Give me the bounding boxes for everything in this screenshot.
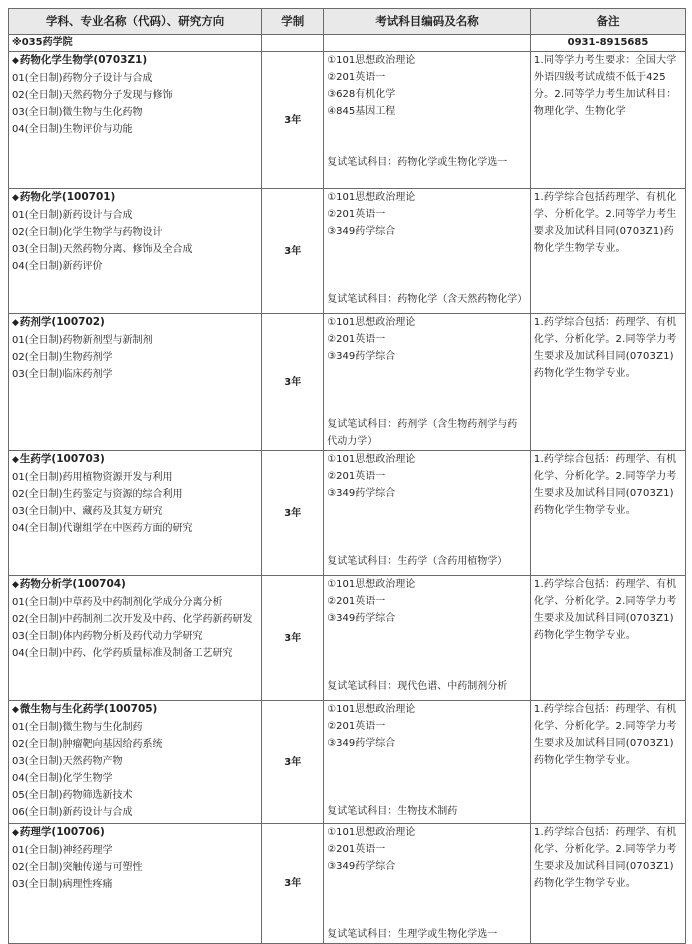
exam-cell xyxy=(324,576,531,701)
exam-subject: ③349药学综合 xyxy=(327,861,396,872)
exam-subject: ①101思想政治理论 xyxy=(327,55,416,66)
research-direction: 03(全日制)临床药剂学 xyxy=(12,369,113,380)
research-direction: 01(全日制)中草药及中药制剂化学成分分离分析 xyxy=(12,597,223,608)
research-direction: 02(全日制)突触传递与可塑性 xyxy=(12,862,143,873)
program-cell xyxy=(9,824,262,944)
duration-cell: 3年 xyxy=(262,701,324,824)
program-note: 1.药学综合包括：药理学、有机化学、分析化学。2.同等学力考生要求及加试科目同(0703Z1)药物化学生物学专业。 xyxy=(533,454,677,516)
research-direction: 02(全日制)生药鉴定与资源的综合利用 xyxy=(12,489,183,500)
program-title-text: 药剂学(100702) xyxy=(19,316,105,328)
retest-subject: 复试笔试科目：药物化学（含天然药物化学） xyxy=(327,294,528,305)
exam-subject: ②201英语一 xyxy=(327,72,386,83)
program-title xyxy=(12,52,258,70)
duration-cell: 3年 xyxy=(262,52,324,189)
research-direction: 02(全日制)中药制剂二次开发及中药、化学药新药研发 xyxy=(12,614,253,625)
exam-subject: ②201英语一 xyxy=(327,209,386,220)
diamond-icon: ◆ xyxy=(12,56,19,66)
program-title xyxy=(12,824,258,842)
note-cell xyxy=(530,189,685,314)
exam-spacer xyxy=(327,875,527,926)
school-empty-1 xyxy=(262,35,324,52)
diamond-icon: ◆ xyxy=(12,193,19,203)
note-cell xyxy=(530,576,685,701)
research-direction: 01(全日制)神经药理学 xyxy=(12,845,113,856)
exam-subject: ①101思想政治理论 xyxy=(327,579,416,590)
exam-subject: ①101思想政治理论 xyxy=(327,454,416,465)
exam-cell xyxy=(324,701,531,824)
research-direction: 01(全日制)新药设计与合成 xyxy=(12,210,133,221)
program-title xyxy=(12,314,258,332)
retest-subject: 复试笔试科目：生理学或生物化学选一 xyxy=(327,929,498,940)
exam-subject: ②201英语一 xyxy=(327,471,386,482)
exam-cell xyxy=(324,52,531,189)
retest-subject: 复试笔试科目：现代色谱、中药制剂分析 xyxy=(327,681,508,692)
program-note: 1.药学综合包括：药理学、有机化学、分析化学。2.同等学力考生要求及加试科目同(0703Z1)药物化学生物学专业。 xyxy=(533,579,677,641)
school-empty-2 xyxy=(324,35,531,52)
program-row xyxy=(9,52,686,189)
exam-cell xyxy=(324,824,531,944)
diamond-icon: ◆ xyxy=(12,318,19,328)
exam-cell xyxy=(324,451,531,576)
diamond-icon: ◆ xyxy=(12,580,19,590)
exam-subject: ④845基因工程 xyxy=(327,106,396,117)
header-major: 学科、专业名称（代码）、研究方向 xyxy=(9,9,262,35)
duration-cell: 3年 xyxy=(262,451,324,576)
exam-spacer xyxy=(327,627,527,678)
exam-subject: ③349药学综合 xyxy=(327,613,396,624)
research-direction: 01(全日制)微生物与生化制药 xyxy=(12,722,143,733)
program-title-text: 微生物与生化药学(100705) xyxy=(19,703,158,715)
retest-subject: 复试笔试科目：生物技术制药 xyxy=(327,806,458,817)
research-direction: 04(全日制)化学生物学 xyxy=(12,773,113,784)
research-direction: 02(全日制)天然药物分子发现与修饰 xyxy=(12,90,173,101)
exam-subject: ②201英语一 xyxy=(327,596,386,607)
exam-subject: ③349药学综合 xyxy=(327,488,396,499)
research-direction: 01(全日制)药物分子设计与合成 xyxy=(12,73,153,84)
program-title xyxy=(12,576,258,594)
exam-spacer xyxy=(327,365,527,416)
exam-spacer xyxy=(327,752,527,803)
exam-subject: ①101思想政治理论 xyxy=(327,704,416,715)
retest-subject: 复试笔试科目：生药学（含药用植物学） xyxy=(327,556,508,567)
retest-subject: 复试笔试科目：药剂学（含生物药剂学与药代动力学） xyxy=(327,419,518,447)
program-row xyxy=(9,451,686,576)
research-direction: 03(全日制)病理性疼痛 xyxy=(12,879,113,890)
program-title xyxy=(12,701,258,719)
research-direction: 02(全日制)化学生物学与药物设计 xyxy=(12,227,163,238)
exam-subject: ③349药学综合 xyxy=(327,738,396,749)
school-row xyxy=(9,35,686,52)
school-phone: 0931-8915685 xyxy=(530,35,685,52)
research-direction: 03(全日制)微生物与生化药物 xyxy=(12,107,143,118)
research-direction: 02(全日制)生物药剂学 xyxy=(12,352,113,363)
exam-spacer xyxy=(327,120,527,154)
exam-subject: ①101思想政治理论 xyxy=(327,827,416,838)
research-direction: 02(全日制)肿瘤靶向基因给药系统 xyxy=(12,739,163,750)
note-cell xyxy=(530,314,685,451)
exam-subject: ③628有机化学 xyxy=(327,89,396,100)
program-title-text: 药物化学生物学(0703Z1) xyxy=(19,54,148,66)
program-row xyxy=(9,314,686,451)
program-cell xyxy=(9,314,262,451)
note-cell xyxy=(530,52,685,189)
header-exams: 考试科目编码及名称 xyxy=(324,9,531,35)
program-title-text: 生药学(100703) xyxy=(19,453,105,465)
program-table xyxy=(8,8,686,944)
program-cell xyxy=(9,52,262,189)
note-cell xyxy=(530,824,685,944)
exam-spacer xyxy=(327,240,527,291)
research-direction: 04(全日制)代谢组学在中医药方面的研究 xyxy=(12,523,193,534)
program-cell xyxy=(9,189,262,314)
research-direction: 01(全日制)药物新剂型与新制剂 xyxy=(12,335,153,346)
research-direction: 03(全日制)天然药物分离、修饰及全合成 xyxy=(12,244,193,255)
program-row xyxy=(9,189,686,314)
research-direction: 03(全日制)天然药物产物 xyxy=(12,756,123,767)
program-title-text: 药理学(100706) xyxy=(19,826,105,838)
diamond-icon: ◆ xyxy=(12,455,19,465)
program-title xyxy=(12,189,258,207)
exam-cell xyxy=(324,189,531,314)
research-direction: 01(全日制)药用植物资源开发与利用 xyxy=(12,472,173,483)
diamond-icon: ◆ xyxy=(12,828,19,838)
duration-cell: 3年 xyxy=(262,576,324,701)
program-cell xyxy=(9,576,262,701)
exam-subject: ②201英语一 xyxy=(327,721,386,732)
exam-subject: ②201英语一 xyxy=(327,334,386,345)
exam-subject: ①101思想政治理论 xyxy=(327,192,416,203)
note-cell xyxy=(530,701,685,824)
research-direction: 04(全日制)生物评价与功能 xyxy=(12,124,133,135)
retest-subject: 复试笔试科目：药物化学或生物化学选一 xyxy=(327,157,508,168)
program-title-text: 药物分析学(100704) xyxy=(19,578,126,590)
exam-cell xyxy=(324,314,531,451)
diamond-icon: ◆ xyxy=(12,705,19,715)
program-note: 1.药学综合包括：药理学、有机化学、分析化学。2.同等学力考生要求及加试科目同(0703Z1)药物化学生物学专业。 xyxy=(533,317,677,379)
exam-subject: ③349药学综合 xyxy=(327,351,396,362)
program-note: 1.药学综合包括：药理学、有机化学、分析化学。2.同等学力考生要求及加试科目同(0703Z1)药物化学生物学专业。 xyxy=(533,704,677,766)
duration-cell: 3年 xyxy=(262,824,324,944)
research-direction: 06(全日制)新药设计与合成 xyxy=(12,807,133,818)
exam-spacer xyxy=(327,502,527,553)
duration-cell: 3年 xyxy=(262,314,324,451)
program-note: 1.药学综合包括药理学、有机化学、分析化学。2.同等学力考生要求及加试科目同(0703Z1)药物化学生物学专业。 xyxy=(533,192,677,254)
program-cell xyxy=(9,701,262,824)
header-duration: 学制 xyxy=(262,9,324,35)
research-direction: 03(全日制)中、藏药及其复方研究 xyxy=(12,506,163,517)
exam-subject: ②201英语一 xyxy=(327,844,386,855)
exam-subject: ①101思想政治理论 xyxy=(327,317,416,328)
research-direction: 05(全日制)药物筛选新技术 xyxy=(12,790,133,801)
research-direction: 04(全日制)中药、化学药质量标准及制备工艺研究 xyxy=(12,648,233,659)
school-name: ※035药学院 xyxy=(9,35,262,52)
program-title-text: 药物化学(100701) xyxy=(19,191,116,203)
program-note: 1.同等学力考生要求：全国大学外语四级考试成绩不低于425分。2.同等学力考生加试科目：物理化学、生物化学 xyxy=(533,55,677,117)
program-title xyxy=(12,451,258,469)
note-cell xyxy=(530,451,685,576)
header-notes: 备注 xyxy=(530,9,685,35)
exam-subject: ③349药学综合 xyxy=(327,226,396,237)
program-row xyxy=(9,701,686,824)
research-direction: 04(全日制)新药评价 xyxy=(12,261,103,272)
research-direction: 03(全日制)体内药物分析及药代动力学研究 xyxy=(12,631,203,642)
duration-cell: 3年 xyxy=(262,189,324,314)
program-row xyxy=(9,576,686,701)
program-note: 1.药学综合包括：药理学、有机化学、分析化学。2.同等学力考生要求及加试科目同(0703Z1)药物化学生物学专业。 xyxy=(533,827,677,889)
program-row xyxy=(9,824,686,944)
table-header-row xyxy=(9,9,686,35)
program-cell xyxy=(9,451,262,576)
